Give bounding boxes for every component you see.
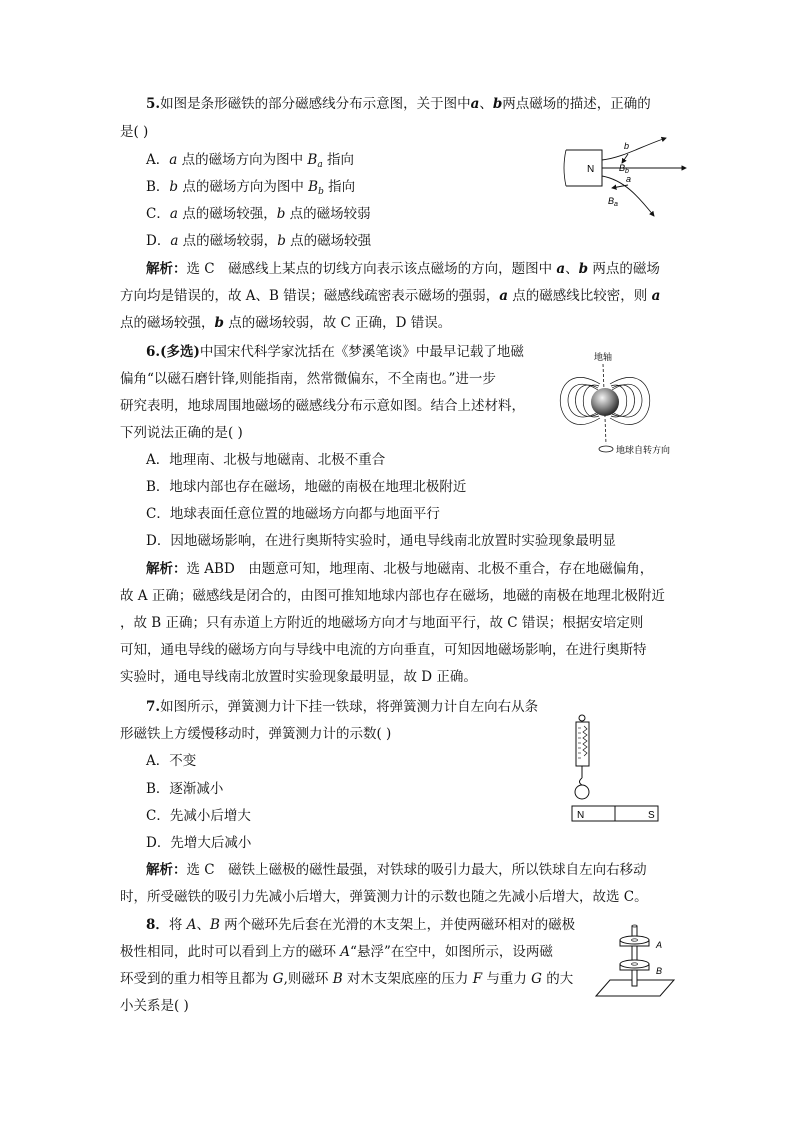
q8-stem-line4: 小关系是( ) xyxy=(120,998,189,1014)
field-line-upper xyxy=(602,138,666,160)
q8-stem-line3: 环受到的重力相等且都为 G,则磁环 B 对木支架底座的压力 F 与重力 G 的大 xyxy=(120,971,574,987)
q7-stem-line1: 7.如图所示，弹簧测力计下挂一铁球，将弹簧测力计自左向右从条 xyxy=(146,699,539,715)
vector-bb-arrow xyxy=(622,154,628,163)
q6-analysis-line5: 实验时，通电导线南北放置时实验现象最明显，故 D 正确。 xyxy=(120,669,477,685)
q6-earth-field-figure xyxy=(548,346,690,458)
q7-stem-line2: 形磁铁上方缓慢移动时，弹簧测力计的示数( ) xyxy=(120,726,392,742)
q6-analysis-line2: 故 A 正确；磁感线是闭合的，由图可推知地球内部也存在磁场，地磁的南极在地理北极附近 xyxy=(120,588,665,604)
q7-spring-scale-figure xyxy=(568,712,664,826)
q5-option-c: C．a 点的磁场较强，b 点的磁场较弱 xyxy=(146,206,371,222)
q7-analysis-line1: 解析：选 C 磁铁上磁极的磁性最强，对铁球的吸引力最大，所以铁球自左向右移动 xyxy=(146,862,647,878)
ring-a xyxy=(620,936,649,946)
q8-stem-line1: 8．将 A、B 两个磁环先后套在光滑的木支架上，并使两磁环相对的磁极 xyxy=(146,917,576,933)
q5-option-a: A．a 点的磁场方向为图中 $B_a$ 指向 xyxy=(146,152,354,170)
scale-hook xyxy=(580,778,583,785)
q5-option-b: B．b 点的磁场方向为图中 $B_b$ 指向 xyxy=(146,179,356,197)
q8-magnet-rings-figure xyxy=(594,924,676,1000)
q6-analysis-line3: ，故 B 正确；只有赤道上方附近的地磁场方向才与地面平行，故 C 错误；根据安培定则 xyxy=(120,615,644,631)
vector-bb-label: $B_b$ xyxy=(619,163,629,175)
q5-analysis-line3: 点的磁场较强，b 点的磁场较弱，故 C 正确，D 错误。 xyxy=(120,315,452,331)
q6-option-a: A．地理南、北极与地磁南、北极不重合 xyxy=(146,452,386,468)
q6-option-c: C．地球表面任意位置的地磁场方向都与地面平行 xyxy=(146,506,440,522)
q7-option-a: A．不变 xyxy=(146,753,197,769)
bar-magnet-outline xyxy=(566,150,602,186)
magnet-break-line xyxy=(564,150,566,186)
magnet-s-label: S xyxy=(648,810,655,821)
q6-analysis-line4: 可知，通电导线的磁场方向与导线中电流的方向垂直，可知因地磁场影响，在进行奥斯特 xyxy=(120,642,647,658)
q6-analysis-line1: 解析：选 ABD 由题意可知，地理南、北极与地磁南、北极不重合，存在地磁偏角， xyxy=(146,561,654,577)
q7-option-d: D．先增大后减小 xyxy=(146,835,252,851)
q6-stem-line4: 下列说法正确的是( ) xyxy=(120,425,243,441)
iron-ball xyxy=(575,785,589,799)
q6-stem-line1: 6.(多选)中国宋代科学家沈括在《梦溪笔谈》中最早记载了地磁 xyxy=(146,344,524,360)
q5-analysis-line1: 解析：选 C 磁感线上某点的切线方向表示该点磁场的方向，题图中 a、b 两点的磁场 xyxy=(146,261,660,277)
rotation-direction-arrow xyxy=(599,446,613,452)
q5-option-d: D．a 点的磁场较弱，b 点的磁场较强 xyxy=(146,233,372,249)
stand-rod xyxy=(632,926,637,986)
ring-b-label: B xyxy=(656,966,663,976)
earth-globe xyxy=(591,388,619,416)
earth-axis-label: 地轴 xyxy=(594,352,613,362)
q5-stem-line2: 是( ) xyxy=(120,124,149,140)
q7-option-c: C．先减小后增大 xyxy=(146,808,251,824)
ring-b xyxy=(620,960,649,970)
q5-magnet-field-figure xyxy=(562,136,690,222)
vector-ba-label: $B_a$ xyxy=(608,196,618,208)
q6-option-b: B．地球内部也存在磁场，地磁的南极在地理北极附近 xyxy=(146,479,467,495)
rotation-direction-label: 地球自转方向 xyxy=(616,445,671,455)
ring-a-label: A xyxy=(656,940,663,950)
q8-stem-line2: 极性相同，此时可以看到上方的磁环 A“悬浮”在空中，如图所示，设两磁 xyxy=(120,944,553,960)
q5-stem-line1: 5.如图是条形磁铁的部分磁感线分布示意图，关于图中a、b两点磁场的描述，正确的 xyxy=(146,96,651,112)
q5-analysis-line2: 方向均是错误的，故 A、B 错误；磁感线疏密表示磁场的强弱，a 点的磁感线比较密，则 a xyxy=(120,288,661,304)
q7-analysis-line2: 时，所受磁铁的吸引力先减小后增大，弹簧测力计的示数也随之先减小后增大，故选 C。 xyxy=(120,889,648,905)
scale-hook-ring xyxy=(579,715,585,721)
q6-stem-line2: 偏角“以磁石磨针锋,则能指南，然常微偏东，不全南也。”进一步 xyxy=(120,371,496,387)
point-b-label: b xyxy=(624,141,630,151)
magnet-n-label: N xyxy=(587,164,595,175)
q6-option-d: D．因地磁场影响，在进行奥斯特实验时，通电导线南北放置时实验现象最明显 xyxy=(146,533,616,549)
q7-option-b: B．逐渐减小 xyxy=(146,781,224,797)
point-a-label: a xyxy=(626,174,632,184)
q6-stem-line3: 研究表明，地球周围地磁场的磁感线分布示意如图。结合上述材料， xyxy=(120,398,525,414)
magnet-n-label: N xyxy=(577,810,585,821)
rod-top xyxy=(632,925,637,927)
